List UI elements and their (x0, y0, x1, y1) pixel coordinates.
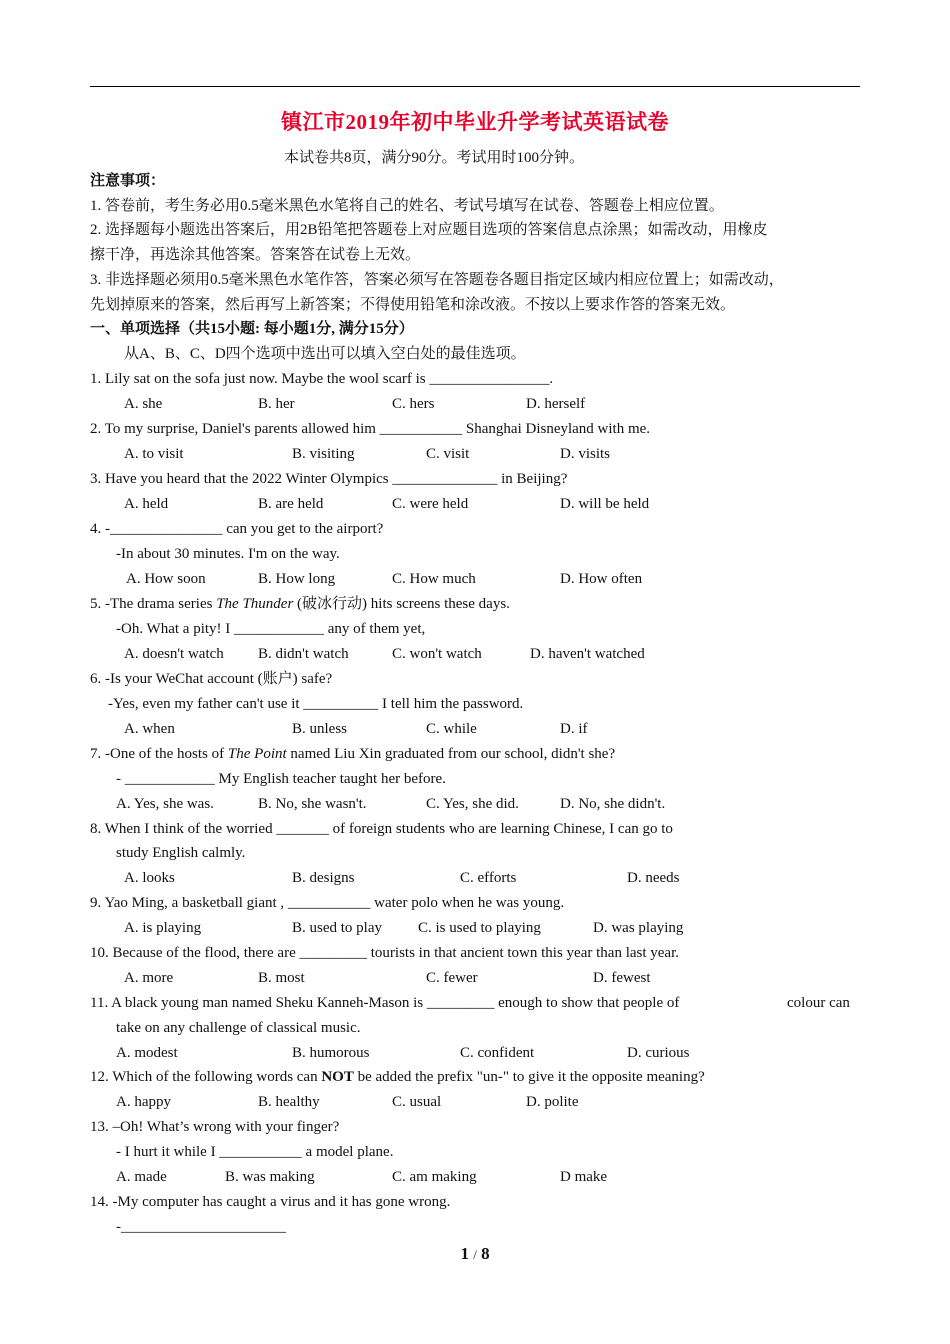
question-11-tail: colour can (787, 995, 850, 1011)
note-1: 1. 答卷前，考生务必用0.5毫米黑色水笔将自己的姓名、考试号填写在试卷、答题卷上相应位置。 (90, 198, 724, 214)
q12-option-a[interactable]: A. happy (116, 1094, 171, 1110)
section-heading: 一、单项选择（共15小题: 每小题1分, 满分15分） (90, 321, 414, 337)
q8-option-c[interactable]: C. efforts (460, 870, 517, 886)
q11-option-c[interactable]: C. confident (460, 1045, 535, 1061)
q4-option-a[interactable]: A. How soon (126, 571, 206, 587)
q4-option-d[interactable]: D. How often (560, 571, 643, 587)
q9-option-a[interactable]: A. is playing (124, 920, 202, 936)
q2-option-c[interactable]: C. visit (426, 446, 470, 462)
page-title: 镇江市2019年初中毕业升学考试英语试卷 (281, 110, 669, 134)
q13-option-b[interactable]: B. was making (225, 1169, 315, 1185)
q2-option-d[interactable]: D. visits (560, 446, 611, 462)
q5-option-c[interactable]: C. won't watch (392, 646, 482, 662)
question-6: 6. -Is your WeChat account (账户) safe? (90, 671, 333, 687)
q12-option-c[interactable]: C. usual (392, 1094, 442, 1110)
q8-option-a[interactable]: A. looks (124, 870, 175, 886)
q4-option-b[interactable]: B. How long (258, 571, 336, 587)
q7-option-a[interactable]: A. Yes, she was. (116, 796, 214, 812)
q7-option-c[interactable]: C. Yes, she did. (426, 796, 519, 812)
question-13-reply: - I hurt it while I ___________ a model plane. (116, 1144, 394, 1160)
q8-option-d[interactable]: D. needs (627, 870, 680, 886)
q13-option-d[interactable]: D make (560, 1169, 608, 1185)
q10-option-a[interactable]: A. more (124, 970, 174, 986)
q7-option-b[interactable]: B. No, she wasn't. (258, 796, 367, 812)
exam-info: 本试卷共8页，满分90分。考试用时100分钟。 (283, 150, 584, 166)
q11-option-d[interactable]: D. curious (627, 1045, 690, 1061)
q12-option-d[interactable]: D. polite (526, 1094, 579, 1110)
question-9: 9. Yao Ming, a basketball giant , ___________ water polo when he was young. (90, 895, 565, 911)
q6-option-c[interactable]: C. while (426, 721, 477, 737)
q1-option-a[interactable]: A. she (124, 396, 163, 412)
q13-option-c[interactable]: C. am making (392, 1169, 477, 1185)
q10-option-c[interactable]: C. fewer (426, 970, 478, 986)
q1-option-d[interactable]: D. herself (526, 396, 586, 412)
note-2: 2. 选择题每小题选出答案后，用2B铅笔把答题卷上对应题目选项的答案信息点涂黑；如需改动，用橡皮 (90, 222, 768, 238)
q5-option-a[interactable]: A. doesn't watch (124, 646, 224, 662)
question-12: 12. Which of the following words can NOT be added the prefix "un-" to give it the opposite meaning? (90, 1069, 705, 1085)
note-3: 3. 非选择题必须用0.5毫米黑色水笔作答，答案必须写在答题卷各题目指定区域内相应位置上；如需改动， (90, 272, 784, 288)
q1-option-c[interactable]: C. hers (392, 396, 435, 412)
question-11-cont: take on any challenge of classical music. (116, 1020, 361, 1036)
question-11: 11. A black young man named Sheku Kanneh-Mason is _________ enough to show that people of (90, 995, 680, 1011)
q5-option-d[interactable]: D. haven't watched (530, 646, 645, 662)
q3-option-d[interactable]: D. will be held (560, 496, 650, 512)
q9-option-d[interactable]: D. was playing (593, 920, 684, 936)
q3-option-b[interactable]: B. are held (258, 496, 324, 512)
q10-option-d[interactable]: D. fewest (593, 970, 651, 986)
question-8-cont: study English calmly. (116, 845, 246, 861)
question-7-reply: - ____________ My English teacher taught her before. (116, 771, 446, 787)
question-6-reply: -Yes, even my father can't use it __________ I tell him the password. (108, 696, 524, 712)
q9-option-c[interactable]: C. is used to playing (418, 920, 541, 936)
q6-option-d[interactable]: D. if (560, 721, 588, 737)
top-rule (90, 86, 860, 87)
q11-option-b[interactable]: B. humorous (292, 1045, 370, 1061)
q11-option-a[interactable]: A. modest (116, 1045, 178, 1061)
notes-heading: 注意事项： (90, 173, 166, 189)
q9-option-b[interactable]: B. used to play (292, 920, 382, 936)
q7-option-d[interactable]: D. No, she didn't. (560, 796, 666, 812)
q4-option-c[interactable]: C. How much (392, 571, 476, 587)
q5-option-b[interactable]: B. didn't watch (258, 646, 349, 662)
question-10: 10. Because of the flood, there are _________ tourists in that ancient town this year than last year. (90, 945, 680, 961)
q10-option-b[interactable]: B. most (258, 970, 305, 986)
section-instruction: 从A、B、C、D四个选项中选出可以填入空白处的最佳选项。 (124, 346, 526, 362)
note-3-cont: 先划掉原来的答案，然后再写上新答案；不得使用铅笔和涂改液。不按以上要求作答的答案无效。 (90, 297, 736, 313)
question-3: 3. Have you heard that the 2022 Winter Olympics ______________ in Beijing? (90, 471, 568, 487)
question-5: 5. -The drama series The Thunder (破冰行动) hits screens these days. (90, 596, 510, 612)
q3-option-c[interactable]: C. were held (392, 496, 469, 512)
q3-option-a[interactable]: A. held (124, 496, 169, 512)
question-5-reply: -Oh. What a pity! I ____________ any of them yet, (116, 621, 426, 637)
note-2-cont: 擦干净，再选涂其他答案。答案答在试卷上无效。 (90, 247, 421, 263)
question-14-reply: -______________________ (116, 1219, 286, 1235)
question-4-reply: -In about 30 minutes. I'm on the way. (116, 546, 340, 562)
question-7: 7. -One of the hosts of The Point named Liu Xin graduated from our school, didn't she? (90, 746, 616, 762)
question-4: 4. -_______________ can you get to the airport? (90, 521, 384, 537)
q6-option-b[interactable]: B. unless (292, 721, 348, 737)
q2-option-b[interactable]: B. visiting (292, 446, 355, 462)
question-8: 8. When I think of the worried _______ of foreign students who are learning Chinese, I can go to (90, 821, 673, 837)
q2-option-a[interactable]: A. to visit (124, 446, 184, 462)
page-number: 1 / 8 (460, 1244, 490, 1263)
q13-option-a[interactable]: A. made (116, 1169, 167, 1185)
question-1: 1. Lily sat on the sofa just now. Maybe the wool scarf is ________________. (90, 371, 554, 387)
question-14: 14. -My computer has caught a virus and it has gone wrong. (90, 1194, 451, 1210)
q6-option-a[interactable]: A. when (124, 721, 175, 737)
question-2: 2. To my surprise, Daniel's parents allowed him ___________ Shanghai Disneyland with me. (90, 421, 651, 437)
q1-option-b[interactable]: B. her (258, 396, 295, 412)
q8-option-b[interactable]: B. designs (292, 870, 355, 886)
question-13: 13. –Oh! What’s wrong with your finger? (90, 1119, 340, 1135)
q12-option-b[interactable]: B. healthy (258, 1094, 320, 1110)
